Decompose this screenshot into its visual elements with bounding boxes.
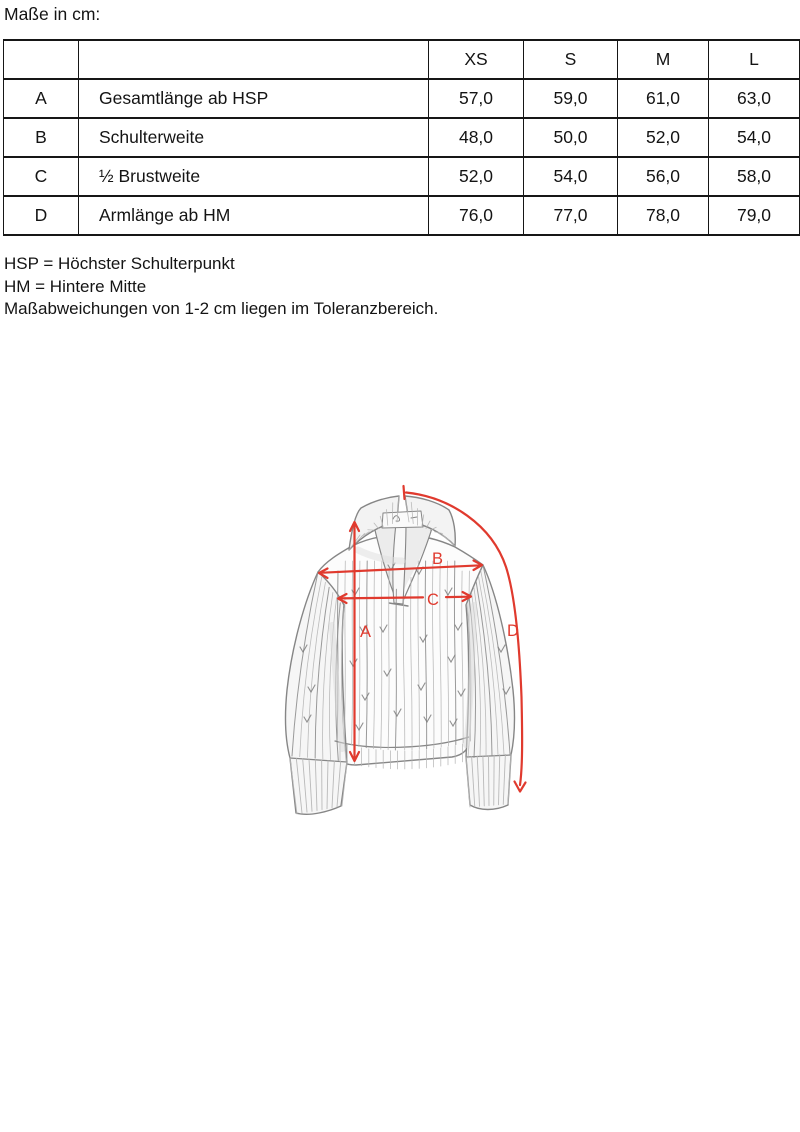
value-cell: 52,0	[618, 118, 709, 157]
size-table-header-row	[4, 40, 800, 79]
value-cell: 63,0	[709, 79, 800, 118]
size-header-s: S	[524, 40, 618, 79]
size-header-m: M	[618, 40, 709, 79]
row-letter: C	[4, 157, 79, 196]
value-cell: 58,0	[709, 157, 800, 196]
value-cell: 59,0	[524, 79, 618, 118]
value-cell: 54,0	[524, 157, 618, 196]
row-letter: D	[4, 196, 79, 235]
value-cell: 52,0	[429, 157, 524, 196]
value-cell: 79,0	[709, 196, 800, 235]
legend-line-hm: HM = Hintere Mitte	[4, 276, 147, 296]
row-label: Armlänge ab HM	[79, 196, 429, 235]
value-cell: 50,0	[524, 118, 618, 157]
label-d: D	[507, 622, 519, 640]
value-cell: 61,0	[618, 79, 709, 118]
table-row	[4, 118, 800, 157]
value-cell: 78,0	[618, 196, 709, 235]
row-label: Gesamtlänge ab HSP	[79, 79, 429, 118]
value-cell: 54,0	[709, 118, 800, 157]
row-letter: B	[4, 118, 79, 157]
table-row	[4, 196, 800, 235]
label-c: C	[427, 591, 439, 609]
sweater-measurement-sketch	[270, 455, 560, 830]
table-row	[4, 157, 800, 196]
value-cell: 57,0	[429, 79, 524, 118]
row-label: ½ Brustweite	[79, 157, 429, 196]
value-cell: 56,0	[618, 157, 709, 196]
table-row	[4, 79, 800, 118]
row-letter: A	[4, 79, 79, 118]
label-a: A	[360, 623, 372, 641]
legend	[4, 253, 438, 321]
legend-line-hsp: HSP = Höchster Schulterpunkt	[4, 254, 235, 273]
size-header-l: L	[709, 40, 800, 79]
label-b: B	[432, 550, 444, 568]
value-cell: 76,0	[429, 196, 524, 235]
row-label: Schulterweite	[79, 118, 429, 157]
value-cell: 77,0	[524, 196, 618, 235]
empty-header-cell	[4, 40, 79, 79]
page-title: Maße in cm:	[4, 4, 101, 24]
size-table	[3, 39, 800, 236]
legend-line-tolerance: Maßabweichungen von 1-2 cm liegen im Toleranzbereich.	[4, 299, 439, 318]
size-header-xs: XS	[429, 40, 524, 79]
value-cell: 48,0	[429, 118, 524, 157]
empty-header-cell	[79, 40, 429, 79]
collar-neckband	[382, 511, 423, 528]
